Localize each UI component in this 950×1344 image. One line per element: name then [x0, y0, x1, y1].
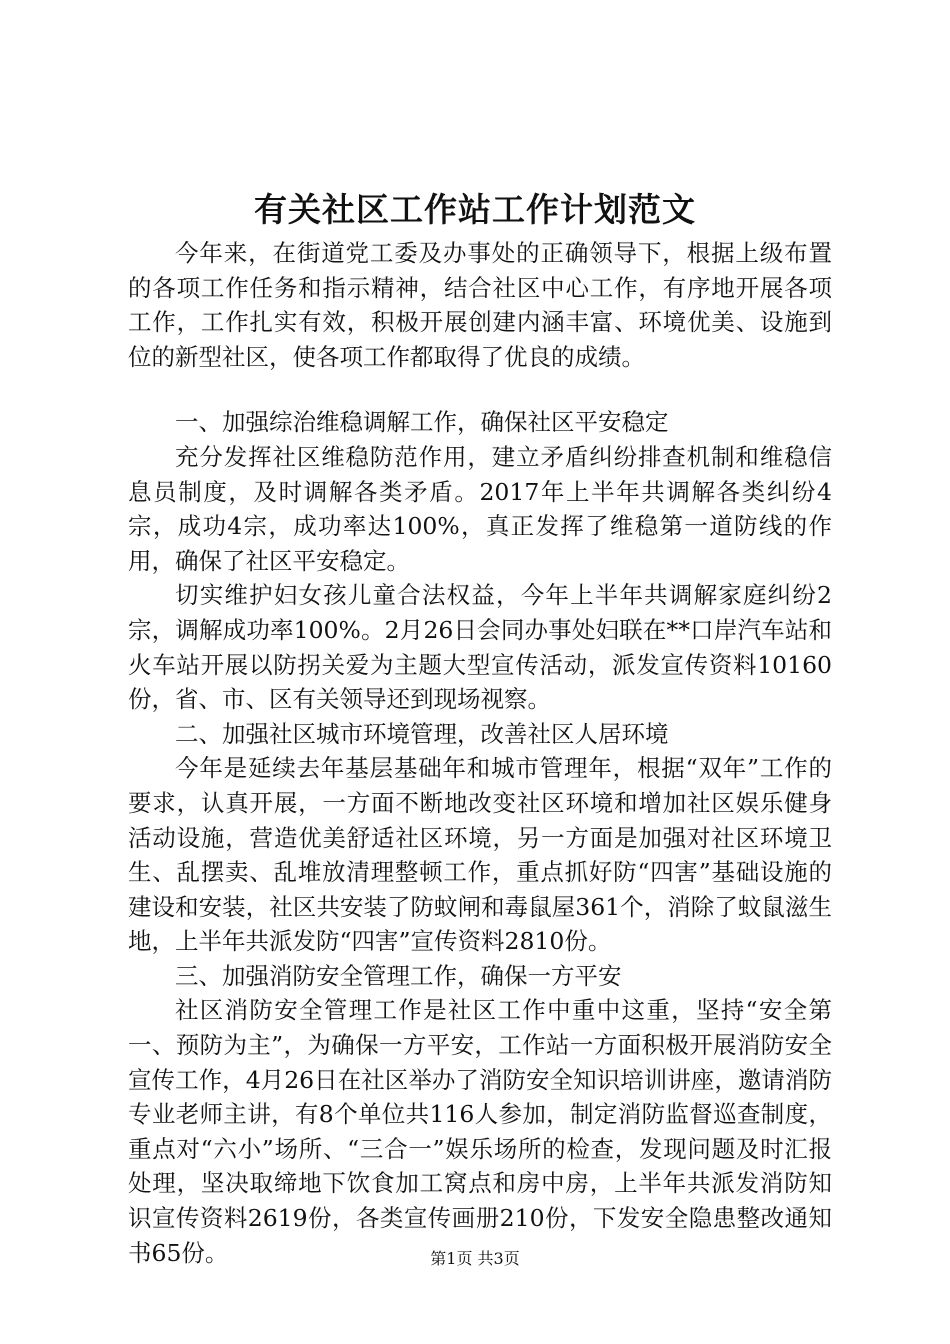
- body-paragraph: 今年是延续去年基层基础年和城市管理年，根据“双年”工作的要求，认真开展，一方面不断地改变社区环境和增加社区娱乐健身活动设施，营造优美舒适社区环境，另一方面是加强对社区环境卫生、乱摆卖、乱堆放清理整顿工作，重点抓好防“四害”基础设施的建设和安装，社区共安装了防蚊闸和毒鼠屋361个，消除了蚊鼠滋生地，上半年共派发防“四害”宣传资料2810份。: [128, 754, 832, 956]
- document-title: 有关社区工作站工作计划范文: [254, 190, 696, 229]
- page-number-footer: 第1页 共3页: [430, 1249, 520, 1268]
- section-heading-1: 一、加强综治维稳调解工作，确保社区平安稳定: [175, 408, 669, 437]
- section-heading-3: 三、加强消防安全管理工作，确保一方平安: [175, 961, 622, 990]
- intro-paragraph: 今年来，在街道党工委及办事处的正确领导下，根据上级布置的各项工作任务和指示精神，结合社区中心工作，有序地开展各项工作，工作扎实有效，积极开展创建内涵丰富、环境优美、设施到位的新型社区，使各项工作都取得了优良的成绩。: [128, 239, 832, 371]
- document-body: [128, 236, 832, 1270]
- body-paragraph: 充分发挥社区维稳防范作用，建立矛盾纠纷排查机制和维稳信息员制度，及时调解各类矛盾。2017年上半年共调解各类纠纷4宗，成功4宗，成功率达100%，真正发挥了维稳第一道防线的作用，确保了社区平安稳定。: [128, 442, 832, 575]
- body-paragraph: 社区消防安全管理工作是社区工作中重中这重，坚持“安全第一、预防为主”，为确保一方平安，工作站一方面积极开展消防安全宣传工作，4月26日在社区举办了消防安全知识培训讲座，邀请消防专业老师主讲，有8个单位共116人参加，制定消防监督巡查制度，重点对“六小”场所、“三合一”娱乐场所的检查，发现问题及时汇报处理，坚决取缔地下饮食加工窝点和房中房，上半年共派发消防知识宣传资料2619份，各类宣传画册210份，下发安全隐患整改通知书65份。: [128, 996, 832, 1267]
- body-paragraph: 切实维护妇女孩儿童合法权益，今年上半年共调解家庭纠纷2宗，调解成功率100%。2月26日会同办事处妇联在**口岸汽车站和火车站开展以防拐关爱为主题大型宣传活动，派发宣传资料10160份，省、市、区有关领导还到现场视察。: [128, 581, 832, 714]
- section-heading-2: 二、加强社区城市环境管理，改善社区人居环境: [175, 719, 669, 748]
